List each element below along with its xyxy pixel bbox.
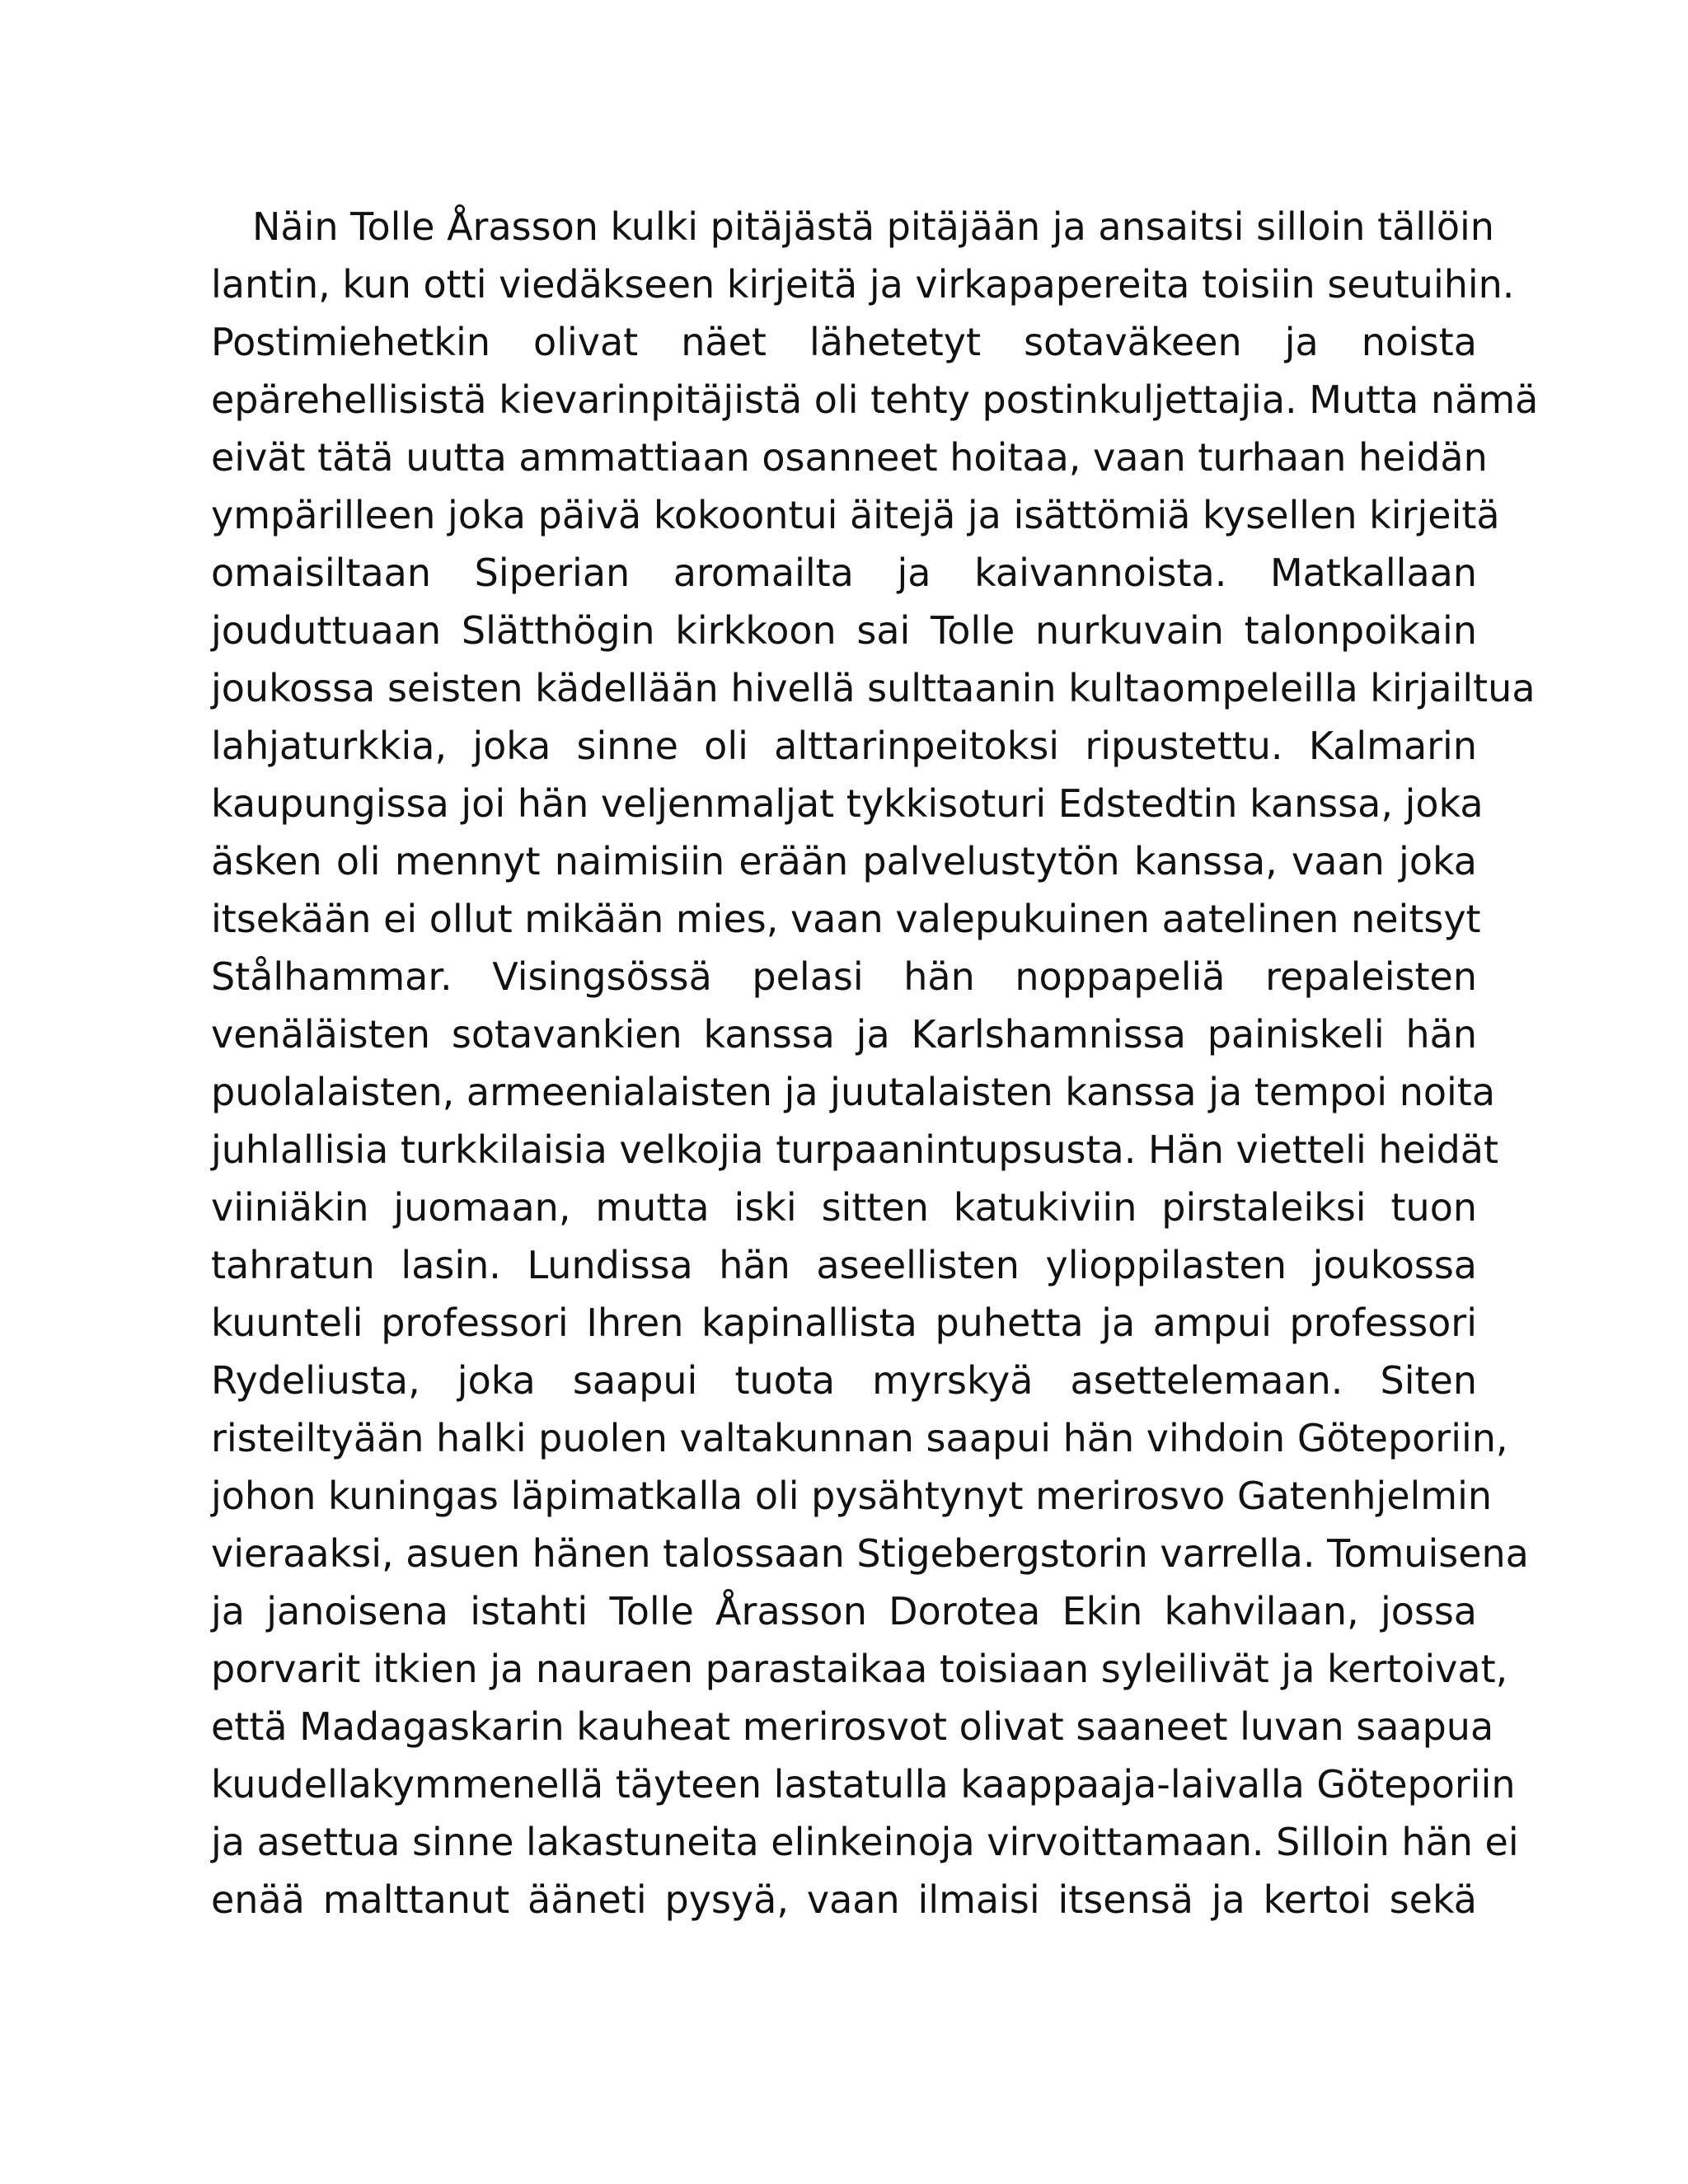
text-line: Rydeliusta, joka saapui tuota myrskyä asettelemaan. Siten xyxy=(211,1358,1477,1403)
text-line: kaupungissa joi hän veljenmaljat tykkisoturi Edstedtin kanssa, joka xyxy=(211,781,1484,826)
text-line: äsken oli mennyt naimisiin erään palvelustytön kanssa, vaan joka xyxy=(211,839,1477,883)
text-line: vieraaksi, asuen hänen talossaan Stigebergstorin varrella. Tomuisena xyxy=(211,1531,1529,1576)
text-line: johon kuningas läpimatkalla oli pysähtynyt merirosvo Gatenhjelmin xyxy=(211,1474,1493,1518)
text-line: itsekään ei ollut mikään mies, vaan valepukuinen aatelinen neitsyt xyxy=(211,897,1481,941)
text-line: lantin, kun otti viedäkseen kirjeitä ja virkapapereita toisiin seutuihin. xyxy=(211,262,1515,307)
text-line: kuudellakymmenellä täyteen lastatulla kaappaaja-laivalla Göteporiin xyxy=(211,1762,1516,1807)
text-line: ympärilleen joka päivä kokoontui äitejä ja isättömiä kysellen kirjeitä xyxy=(211,493,1500,537)
text-line: lahjaturkkia, joka sinne oli alttarinpeitoksi ripustettu. Kalmarin xyxy=(211,724,1477,768)
text-line: enää malttanut ääneti pysyä, vaan ilmaisi itsensä ja kertoi sekä xyxy=(211,1877,1477,1922)
text-line: Stålhammar. Visingsössä pelasi hän noppapeliä repaleisten xyxy=(211,954,1477,999)
text-line: viiniäkin juomaan, mutta iski sitten katukiviin pirstaleiksi tuon xyxy=(211,1185,1477,1230)
text-line: kuunteli professori Ihren kapinallista puhetta ja ampui professori xyxy=(211,1301,1477,1345)
text-line: omaisiltaan Siperian aromailta ja kaivannoista. Matkallaan xyxy=(211,551,1477,595)
text-line: venäläisten sotavankien kanssa ja Karlshamnissa painiskeli hän xyxy=(211,1012,1477,1057)
text-line: että Madagaskarin kauheat merirosvot olivat saaneet luvan saapua xyxy=(211,1704,1494,1749)
text-line: jouduttuaan Slätthögin kirkkoon sai Tolle nurkuvain talonpoikain xyxy=(211,608,1477,653)
text-line: ja janoisena istahti Tolle Årasson Dorotea Ekin kahvilaan, jossa xyxy=(211,1589,1477,1633)
body-paragraph xyxy=(211,198,1539,1929)
text-line: Näin Tolle Årasson kulki pitäjästä pitäjään ja ansaitsi silloin tällöin xyxy=(252,204,1494,249)
text-line: Postimiehetkin olivat näet lähetetyt sotaväkeen ja noista xyxy=(211,320,1477,364)
text-line: puolalaisten, armeenialaisten ja juutalaisten kanssa ja tempoi noita xyxy=(211,1070,1496,1114)
text-line: juhlallisia turkkilaisia velkojia turpaanintupsusta. Hän vietteli heidät xyxy=(211,1127,1499,1172)
text-line: eivät tätä uutta ammattiaan osanneet hoitaa, vaan turhaan heidän xyxy=(211,435,1488,480)
text-line: risteiltyään halki puolen valtakunnan saapui hän vihdoin Göteporiin, xyxy=(211,1416,1508,1460)
text-line: porvarit itkien ja nauraen parastaikaa toisiaan syleilivät ja kertoivat, xyxy=(211,1647,1508,1691)
text-line: joukossa seisten kädellään hivellä sulttaanin kultaompeleilla kirjailtua xyxy=(211,666,1536,710)
text-line: tahratun lasin. Lundissa hän aseellisten ylioppilasten joukossa xyxy=(211,1243,1477,1287)
text-line: epärehellisistä kievarinpitäjistä oli tehty postinkuljettajia. Mutta nämä xyxy=(211,377,1539,422)
text-line: ja asettua sinne lakastuneita elinkeinoja virvoittamaan. Silloin hän ei xyxy=(211,1820,1519,1864)
